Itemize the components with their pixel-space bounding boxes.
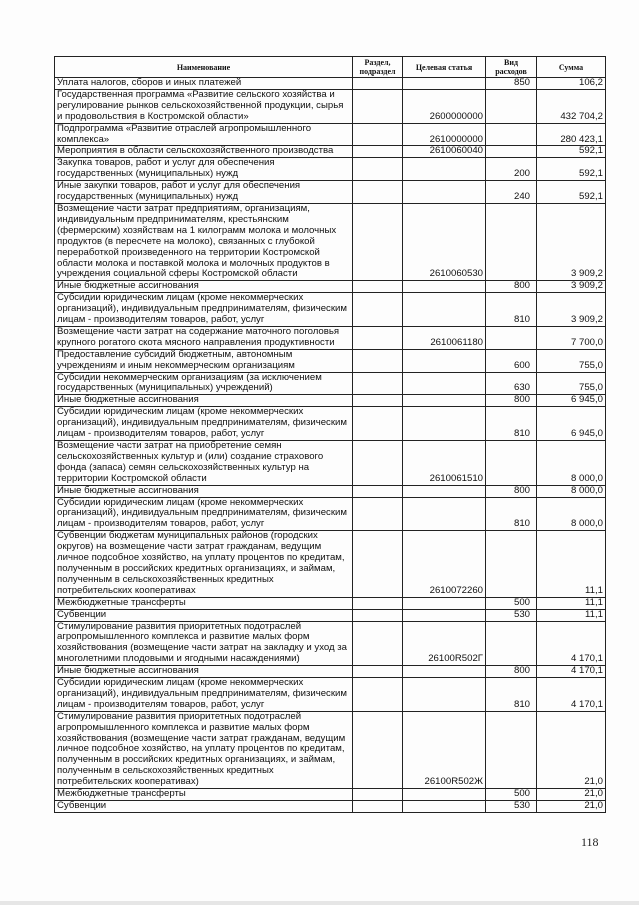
table-row [55, 281, 606, 293]
cell-name: Иные бюджетные ассигнования [55, 485, 353, 497]
cell-name: Межбюджетные трансферты [55, 789, 353, 801]
cell-section [353, 89, 403, 123]
cell-section [353, 78, 403, 90]
table-body [55, 78, 606, 813]
table-row [55, 485, 606, 497]
cell-section [353, 146, 403, 158]
cell-amount: 8 000,0 [537, 485, 606, 497]
cell-target-item [403, 678, 486, 712]
cell-name: Возмещение части затрат на содержание маточного поголовья крупного рогатого скота мясного направления продуктивности [55, 326, 353, 349]
cell-section [353, 789, 403, 801]
cell-name: Субсидии юридическим лицам (кроме некоммерческих организаций), индивидуальным предпринимателям, физическим лицам - производителям товаров, работ, услуг [55, 678, 353, 712]
cell-name: Межбюджетные трансферты [55, 597, 353, 609]
cell-name: Стимулирование развития приоритетных подотраслей агропромышленного комплекса и развитие малых форм хозяйствования (возмещение части затрат на закладку и уход за многолетними плодовыми и ягодными насаждениями) [55, 621, 353, 666]
cell-name: Мероприятия в области сельскохозяйственного производства [55, 146, 353, 158]
cell-expense-type: 630 [486, 372, 537, 395]
cell-section [353, 372, 403, 395]
cell-target-item [403, 801, 486, 813]
header-name: Наименование [55, 57, 353, 78]
cell-name: Субсидии юридическим лицам (кроме некоммерческих организаций), индивидуальным предпринимателям, физическим лицам - производителям товаров, работ, услуг [55, 497, 353, 531]
cell-target-item [403, 609, 486, 621]
cell-amount: 755,0 [537, 372, 606, 395]
cell-target-item: 2600000000 [403, 89, 486, 123]
cell-amount: 11,1 [537, 609, 606, 621]
scan-edge [0, 901, 639, 905]
cell-expense-type: 800 [486, 281, 537, 293]
cell-expense-type: 240 [486, 181, 537, 204]
table-row [55, 181, 606, 204]
cell-expense-type: 810 [486, 678, 537, 712]
header-target-item: Целевая статья [403, 57, 486, 78]
cell-amount: 3 909,2 [537, 281, 606, 293]
table-row [55, 497, 606, 531]
cell-section [353, 531, 403, 597]
table-row [55, 678, 606, 712]
cell-section [353, 407, 403, 441]
cell-section [353, 293, 403, 327]
cell-target-item [403, 293, 486, 327]
cell-expense-type: 600 [486, 349, 537, 372]
cell-amount: 3 909,2 [537, 293, 606, 327]
cell-amount: 21,0 [537, 801, 606, 813]
cell-section [353, 497, 403, 531]
cell-amount: 592,1 [537, 146, 606, 158]
cell-expense-type [486, 441, 537, 486]
cell-amount: 7 700,0 [537, 326, 606, 349]
cell-amount: 592,1 [537, 181, 606, 204]
cell-expense-type: 800 [486, 485, 537, 497]
cell-target-item [403, 597, 486, 609]
cell-expense-type: 800 [486, 666, 537, 678]
cell-target-item: 2610061180 [403, 326, 486, 349]
cell-expense-type: 810 [486, 407, 537, 441]
page-number: 118 [581, 835, 599, 849]
cell-amount: 6 945,0 [537, 407, 606, 441]
cell-name: Иные закупки товаров, работ и услуг для обеспечения государственных (муниципальных) нужд [55, 181, 353, 204]
table-row [55, 78, 606, 90]
cell-amount: 21,0 [537, 789, 606, 801]
cell-expense-type [486, 89, 537, 123]
table-row [55, 531, 606, 597]
cell-amount: 8 000,0 [537, 441, 606, 486]
table-row [55, 372, 606, 395]
cell-amount: 11,1 [537, 531, 606, 597]
cell-name: Подпрограмма «Развитие отраслей агропромышленного комплекса» [55, 123, 353, 146]
table-header-row [55, 57, 606, 78]
cell-section [353, 621, 403, 666]
cell-expense-type [486, 326, 537, 349]
table-row [55, 597, 606, 609]
cell-name: Иные бюджетные ассигнования [55, 281, 353, 293]
cell-amount: 6 945,0 [537, 395, 606, 407]
cell-section [353, 609, 403, 621]
table-row [55, 789, 606, 801]
cell-expense-type [486, 711, 537, 788]
cell-section [353, 123, 403, 146]
table-row [55, 349, 606, 372]
cell-expense-type [486, 123, 537, 146]
cell-expense-type: 530 [486, 801, 537, 813]
cell-amount: 755,0 [537, 349, 606, 372]
cell-target-item [403, 789, 486, 801]
cell-expense-type: 810 [486, 293, 537, 327]
cell-name: Предоставление субсидий бюджетным, автономным учреждениям и иным некоммерческим организациям [55, 349, 353, 372]
table-row [55, 146, 606, 158]
cell-amount: 4 170,1 [537, 678, 606, 712]
cell-name: Закупка товаров, работ и услуг для обеспечения государственных (муниципальных) нужд [55, 158, 353, 181]
table-row [55, 158, 606, 181]
cell-target-item [403, 485, 486, 497]
cell-expense-type: 200 [486, 158, 537, 181]
cell-section [353, 326, 403, 349]
cell-target-item [403, 395, 486, 407]
cell-section [353, 711, 403, 788]
header-section: Раздел, подраздел [353, 57, 403, 78]
cell-section [353, 801, 403, 813]
cell-section [353, 678, 403, 712]
cell-section [353, 181, 403, 204]
cell-expense-type: 500 [486, 597, 537, 609]
cell-target-item [403, 497, 486, 531]
cell-expense-type [486, 203, 537, 280]
cell-amount: 4 170,1 [537, 666, 606, 678]
cell-name: Возмещение части затрат предприятиям, организациям, индивидуальным предпринимателям, крестьянским (фермерским) хозяйствам на 1 килограмм молока и молочных продуктов (в пересчете на молоко), связанных с глубокой переработкой произведенного на территории Костромской области молока и поставкой молока и молочных продуктов в учреждения социальной сферы Костромской области [55, 203, 353, 280]
cell-amount: 3 909,2 [537, 203, 606, 280]
cell-amount: 4 170,1 [537, 621, 606, 666]
cell-name: Субсидии юридическим лицам (кроме некоммерческих организаций), индивидуальным предпринимателям, физическим лицам - производителям товаров, работ, услуг [55, 407, 353, 441]
cell-target-item: 26100R502Ж [403, 711, 486, 788]
cell-section [353, 349, 403, 372]
table-row [55, 123, 606, 146]
cell-amount: 8 000,0 [537, 497, 606, 531]
header-amount: Сумма [537, 57, 606, 78]
table-row [55, 395, 606, 407]
cell-expense-type: 810 [486, 497, 537, 531]
table-row [55, 326, 606, 349]
cell-name: Стимулирование развития приоритетных подотраслей агропромышленного комплекса и развитие малых форм хозяйствования (возмещение части затрат гражданам, ведущим личное подсобное хозяйство, на уплату процентов по кредитам, полученным в российских кредитных организациях, и займам, полученным в сельскохозяйственных кредитных потребительских кооперативах) [55, 711, 353, 788]
cell-expense-type: 530 [486, 609, 537, 621]
cell-target-item [403, 281, 486, 293]
table-row [55, 89, 606, 123]
cell-name: Субсидии юридическим лицам (кроме некоммерческих организаций), индивидуальным предпринимателям, физическим лицам - производителям товаров, работ, услуг [55, 293, 353, 327]
cell-target-item: 2610060530 [403, 203, 486, 280]
cell-target-item [403, 372, 486, 395]
cell-section [353, 281, 403, 293]
cell-target-item [403, 349, 486, 372]
table-row [55, 293, 606, 327]
cell-name: Возмещение части затрат на приобретение семян сельскохозяйственных культур и (или) создание страхового фонда (запаса) семян сельскохозяйственных культур на территории Костромской области [55, 441, 353, 486]
table-row [55, 609, 606, 621]
cell-section [353, 395, 403, 407]
table-row [55, 711, 606, 788]
cell-name: Субвенции [55, 609, 353, 621]
cell-target-item: 26100R502Г [403, 621, 486, 666]
cell-amount: 11,1 [537, 597, 606, 609]
cell-amount: 592,1 [537, 158, 606, 181]
cell-expense-type [486, 146, 537, 158]
cell-section [353, 158, 403, 181]
cell-target-item: 2610000000 [403, 123, 486, 146]
cell-expense-type: 500 [486, 789, 537, 801]
cell-section [353, 485, 403, 497]
cell-target-item [403, 181, 486, 204]
table-row [55, 441, 606, 486]
budget-table [54, 56, 606, 813]
cell-target-item [403, 78, 486, 90]
cell-section [353, 203, 403, 280]
cell-amount: 21,0 [537, 711, 606, 788]
cell-expense-type [486, 531, 537, 597]
table-row [55, 801, 606, 813]
table-row [55, 666, 606, 678]
cell-target-item: 2610060040 [403, 146, 486, 158]
cell-expense-type: 850 [486, 78, 537, 90]
table-row [55, 407, 606, 441]
table-row [55, 203, 606, 280]
cell-name: Уплата налогов, сборов и иных платежей [55, 78, 353, 90]
cell-target-item [403, 158, 486, 181]
cell-target-item: 2610061510 [403, 441, 486, 486]
cell-expense-type: 800 [486, 395, 537, 407]
cell-name: Субвенции [55, 801, 353, 813]
cell-target-item: 2610072260 [403, 531, 486, 597]
header-expense-type: Вид расходов [486, 57, 537, 78]
cell-section [353, 597, 403, 609]
cell-name: Государственная программа «Развитие сельского хозяйства и регулирование рынков сельскохозяйственной продукции, сырья и продовольствия в Костромской области» [55, 89, 353, 123]
cell-target-item [403, 407, 486, 441]
cell-target-item [403, 666, 486, 678]
cell-amount: 280 423,1 [537, 123, 606, 146]
cell-name: Субвенции бюджетам муниципальных районов (городских округов) на возмещение части затрат гражданам, ведущим личное подсобное хозяйство, на уплату процентов по кредитам, полученным в российских кредитных организациях, и займам, полученным в сельскохозяйственных кредитных потребительских кооперативах [55, 531, 353, 597]
cell-name: Иные бюджетные ассигнования [55, 395, 353, 407]
cell-section [353, 666, 403, 678]
cell-expense-type [486, 621, 537, 666]
table-row [55, 621, 606, 666]
cell-amount: 106,2 [537, 78, 606, 90]
cell-name: Субсидии некоммерческим организациям (за исключением государственных (муниципальных) учреждений) [55, 372, 353, 395]
cell-name: Иные бюджетные ассигнования [55, 666, 353, 678]
cell-section [353, 441, 403, 486]
cell-amount: 432 704,2 [537, 89, 606, 123]
